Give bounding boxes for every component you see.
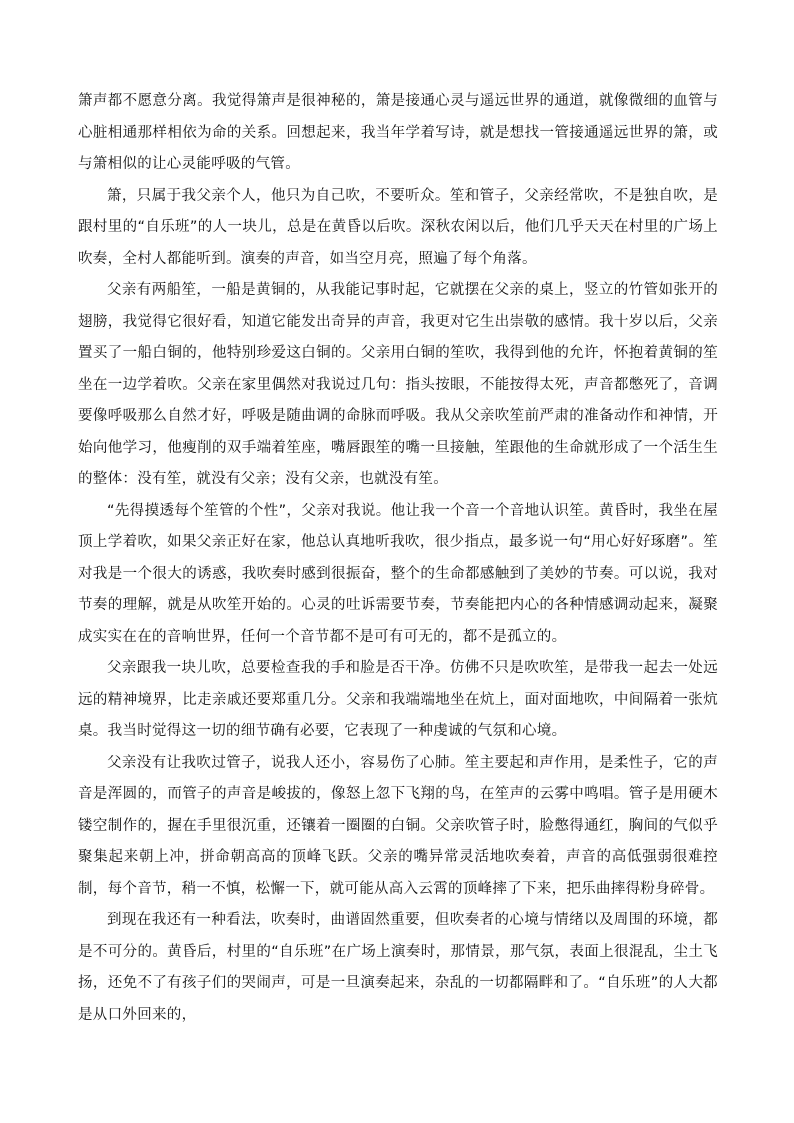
paragraph-6: 父亲没有让我吹过管子，说我人还小，容易伤了心肺。笙主要起和声作用，是柔性子，它的声音是浑圆的，而管子的声音是峻拔的，像怒上忽下飞翔的鸟，在笙声的云雾中鸣唱。管子是用硬木镂空制作的，握在手里很沉重，还镶着一圈圈的白铜。父亲吹管子时，脸憋得通红，胸间的气似乎聚集起来朝上冲，拼命朝高高的顶峰飞跃。父亲的嘴异常灵活地吹奏着，声音的高低强弱很难控制，每个音节，稍一不慎，松懈一下，就可能从高入云霄的顶峰摔了下来，把乐曲摔得粉身碎骨。 xyxy=(78,754,718,897)
paragraph-4: “先得摸透每个笙管的个性”，父亲对我说。他让我一个音一个音地认识笙。黄昏时，我坐在屋顶上学着吹，如果父亲正好在家，他总认真地听我吹，很少指点，最多说一句“用心好好琢磨”。笙对我是一个很大的诱惑，我吹奏时感到很振奋，整个的生命都感触到了美妙的节奏。可以说，我对节奏的理解，就是从吹笙开始的。心灵的吐诉需要节奏，节奏能把内心的各种情感调动起来，凝聚成实实在在的音响世界，任何一个音节都不是可有可无的，都不是孤立的。 xyxy=(78,502,718,645)
paragraph-3: 父亲有两船笙，一船是黄铜的，从我能记事时起，它就摆在父亲的桌上，竖立的竹管如张开的翅膀，我觉得它很好看，知道它能发出奇异的声音，我更对它生出崇敬的感情。我十岁以后，父亲置买了一船白铜的，他特别珍爱这白铜的。父亲用白铜的笙吹，我得到他的允许，怀抱着黄铜的笙坐在一边学着吹。父亲在家里偶然对我说过几句：指头按眼，不能按得太死，声音都憋死了，音调要像呼吸那么自然才好，呼吸是随曲调的命脉而呼吸。我从父亲吹笙前严肃的准备动作和神情，开始向他学习，他瘦削的双手端着笙座，嘴唇跟笙的嘴一旦接触，笙跟他的生命就形成了一个活生生的整体：没有笙，就没有父亲；没有父亲，也就没有笙。 xyxy=(78,282,718,487)
paragraph-7: 到现在我还有一种看法，吹奏时，曲谱固然重要，但吹奏者的心境与情绪以及周围的环境，都是不可分的。黄昏后，村里的“自乐班”在广场上演奏时，那情景，那气氛，表面上很混乱，尘土飞扬，还免不了有孩子们的哭闹声，可是一旦演奏起来，杂乱的一切都隔畔和了。“自乐班”的人大都是从口外回来的， xyxy=(78,912,718,1023)
paragraph-1: 箫声都不愿意分离。我觉得箫声是很神秘的，箫是接通心灵与遥远世界的通道，就像微细的血管与心脏相通那样相依为命的关系。回想起来，我当年学着写诗，就是想找一管接通遥远世界的箫，或与箫相似的让心灵能呼吸的气管。 xyxy=(78,93,718,172)
paragraph-5: 父亲跟我一块儿吹，总要检查我的手和脸是否干净。仿佛不只是吹吹笙，是带我一起去一处远远的精神境界，比走亲戚还要郑重几分。父亲和我端端地坐在炕上，面对面地吹，中间隔着一张炕桌。我当时觉得这一切的细节确有必要，它表现了一种虔诚的气氛和心境。 xyxy=(78,660,718,739)
paragraph-2: 箫，只属于我父亲个人，他只为自己吹，不要听众。笙和管子，父亲经常吹，不是独自吹，是跟村里的“自乐班”的人一块儿，总是在黄昏以后吹。深秋农闲以后，他们几乎天天在村里的广场上吹奏，全村人都能听到。演奏的声音，如当空月亮，照遍了每个角落。 xyxy=(78,187,718,267)
document-page xyxy=(78,86,718,1031)
